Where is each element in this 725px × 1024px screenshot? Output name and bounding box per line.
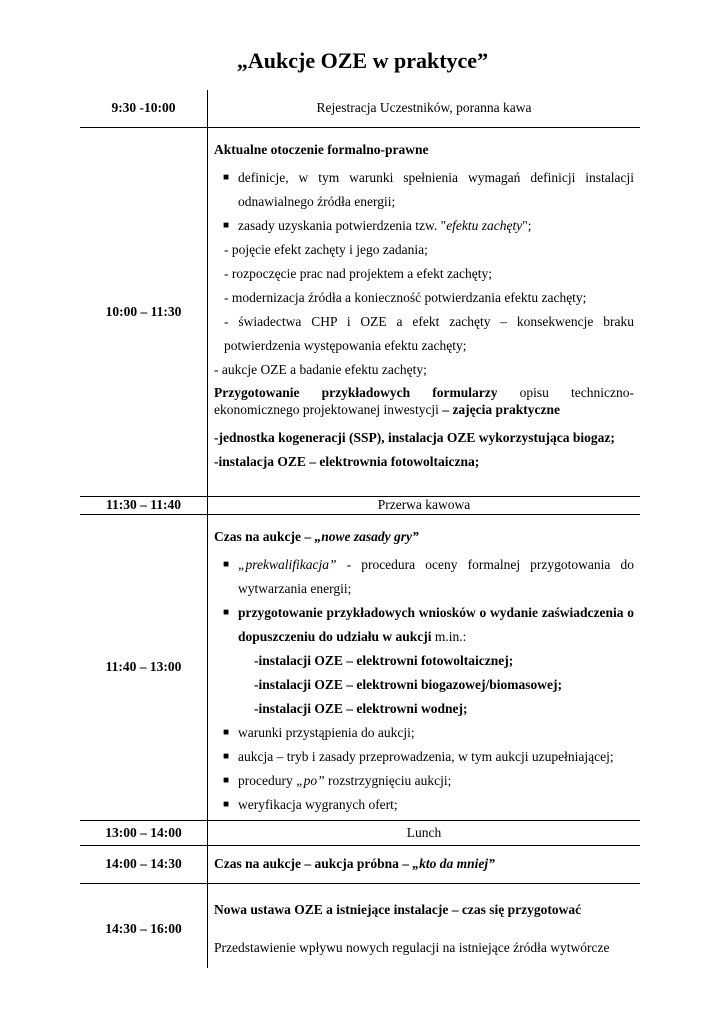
bullet-item — [214, 166, 634, 214]
bullet-text: „prekwalifikacja” - procedura oceny formalnej przygotowania do wytwarzania energii; — [238, 556, 634, 596]
bullet-item — [214, 769, 634, 793]
session-cell — [208, 514, 641, 820]
page-title: „Aukcje OZE w praktyce” — [236, 48, 489, 73]
time-cell: 9:30 -10:00 — [80, 90, 208, 127]
practical-item: -jednostka kogeneracji (SSP), instalacja OZE wykorzystująca biogaz; — [214, 429, 615, 445]
table-row — [80, 514, 640, 820]
table-row — [80, 820, 640, 845]
table-row — [80, 496, 640, 514]
session-text: Lunch — [406, 824, 442, 840]
session-text: Rejestracja Uczestników, poranna kawa — [316, 100, 532, 116]
bullet-item — [214, 601, 634, 649]
bullet-item — [214, 745, 634, 769]
square-bullet-icon: ■ — [222, 798, 230, 810]
table-row — [80, 90, 640, 127]
bullet-text: procedury „po” rozstrzygnięciu aukcji; — [238, 772, 452, 788]
square-bullet-icon: ■ — [222, 774, 230, 786]
table-row — [80, 845, 640, 883]
session-text: Przerwa kawowa — [377, 497, 471, 512]
bullet-text: zasady uzyskania potwierdzenia tzw. "efektu zachęty"; — [238, 217, 532, 233]
session-cell — [208, 127, 641, 496]
table-row — [80, 127, 640, 496]
bullet-item — [214, 214, 634, 238]
sub-item: - rozpoczęcie prac nad projektem a efekt zachęty; — [224, 265, 492, 281]
session-cell — [208, 883, 641, 968]
bullet-text: weryfikacja wygranych ofert; — [238, 796, 398, 812]
table-row — [80, 883, 640, 968]
sub-item: - świadectwa CHP i OZE a efekt zachęty – konsekwencje braku potwierdzenia występowania efektu zachęty; — [224, 313, 634, 353]
bullet-text: definicje, w tym warunki spełnienia wymagań definicji instalacji odnawialnego źródła energii; — [238, 169, 634, 209]
sub-item: - modernizacja źródła a konieczność potwierdzania efektu zachęty; — [224, 289, 587, 305]
session-text: Przedstawienie wpływu nowych regulacji na istniejące źródła wytwórcze — [214, 939, 610, 955]
square-bullet-icon: ■ — [222, 606, 230, 618]
agenda-table — [80, 90, 640, 968]
bullet-item — [214, 553, 634, 601]
square-bullet-icon: ■ — [222, 726, 230, 738]
bullet-text: aukcja – tryb i zasady przeprowadzenia, w tym aukcji uzupełniającej; — [238, 748, 614, 764]
sub-item: -instalacji OZE – elektrowni biogazowej/biomasowej; — [254, 676, 562, 692]
square-bullet-icon: ■ — [222, 219, 230, 231]
session-text: Czas na aukcje – aukcja próbna – „kto da mniej” — [214, 856, 495, 871]
square-bullet-icon: ■ — [222, 750, 230, 762]
sub-item: -instalacji OZE – elektrowni wodnej; — [254, 700, 468, 716]
session-heading: Aktualne otoczenie formalno-prawne — [214, 141, 429, 157]
sub-item: -instalacji OZE – elektrowni fotowoltaicznej; — [254, 652, 514, 668]
time-cell: 14:00 – 14:30 — [80, 845, 208, 883]
time-cell: 14:30 – 16:00 — [80, 883, 208, 968]
time-cell: 10:00 – 11:30 — [80, 127, 208, 496]
square-bullet-icon: ■ — [222, 558, 230, 570]
sub-item: - aukcje OZE a badanie efektu zachęty; — [214, 361, 427, 377]
bullet-text: przygotowanie przykładowych wniosków o wydanie zaświadczenia o dopuszczeniu do udziału w aukcji m.in.: — [238, 604, 634, 644]
bullet-item — [214, 793, 634, 817]
session-heading: Nowa ustawa OZE a istniejące instalacje – czas się przygotować — [214, 901, 582, 917]
session-heading: Czas na aukcje – „nowe zasady gry” — [214, 528, 419, 544]
time-cell: 13:00 – 14:00 — [80, 820, 208, 845]
time-cell: 11:30 – 11:40 — [80, 496, 208, 514]
time-cell: 11:40 – 13:00 — [80, 514, 208, 820]
sub-item: - pojęcie efekt zachęty i jego zadania; — [224, 241, 428, 257]
practical-paragraph: Przygotowanie przykładowych formularzy opisu techniczno-ekonomicznego projektowanej inwestycji – zajęcia praktyczne — [214, 384, 634, 417]
square-bullet-icon: ■ — [222, 171, 230, 183]
bullet-text: warunki przystąpienia do aukcji; — [238, 724, 415, 740]
bullet-item — [214, 721, 634, 745]
practical-item: -instalacja OZE – elektrownia fotowoltaiczna; — [214, 453, 480, 469]
